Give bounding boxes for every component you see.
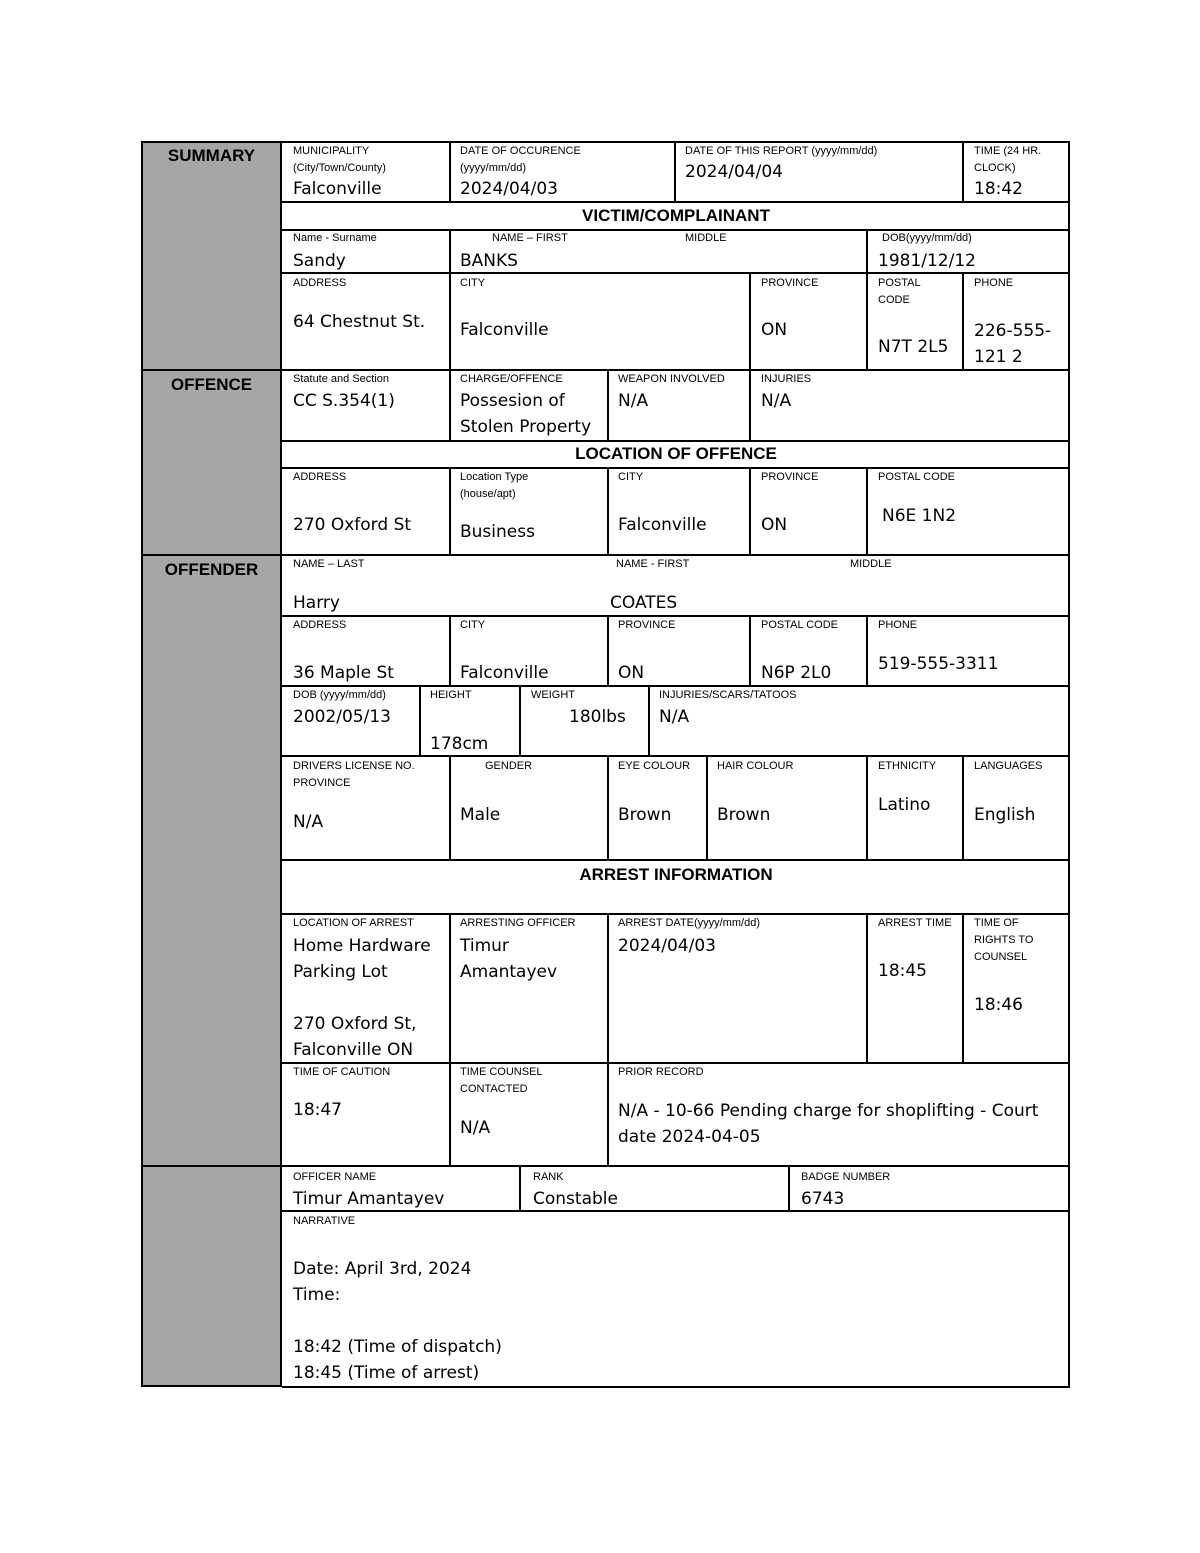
col-divider: [449, 272, 451, 369]
col-divider: [607, 615, 609, 685]
offender-postal-label: POSTAL CODE: [761, 619, 839, 631]
col-divider: [962, 755, 964, 859]
col-divider: [519, 685, 521, 755]
col-divider: [607, 1062, 609, 1165]
rank-value: Constable: [533, 1189, 618, 1209]
languages-label: LANGUAGES: [974, 760, 1043, 772]
arrest-time-value: 18:45: [878, 961, 927, 981]
injuries-label: INJURIES: [761, 373, 812, 385]
col-divider: [866, 755, 868, 859]
offender-address-label: ADDRESS: [293, 619, 347, 631]
arrest-time-label: ARREST TIME: [878, 917, 952, 929]
col-divider: [449, 369, 451, 440]
row-divider: [282, 1165, 1070, 1167]
license-label: DRIVERS LICENSE NO. PROVINCE: [293, 760, 415, 789]
col-divider: [866, 272, 868, 369]
location-address-value: 270 Oxford St: [293, 515, 412, 535]
counsel-contacted-value: N/A: [460, 1118, 491, 1138]
offender-phone-value: 519-555-3311: [878, 654, 999, 674]
offender-height-value: 178cm: [430, 734, 489, 754]
narrative-label: NARRATIVE: [293, 1215, 356, 1227]
row-divider: [282, 755, 1070, 757]
hair-colour-value: Brown: [717, 805, 771, 825]
offender-dob-label: DOB (yyyy/mm/dd): [293, 689, 386, 701]
ethnicity-label: ETHNICITY: [878, 760, 937, 772]
badge-value: 6743: [801, 1189, 845, 1209]
col-divider: [449, 755, 451, 859]
offender-weight-value: 180lbs: [569, 707, 626, 727]
col-divider: [962, 141, 964, 201]
col-divider: [749, 369, 751, 440]
offender-city-value: Falconville: [460, 663, 549, 683]
sidebar-divider: [141, 1165, 283, 1167]
arrest-heading: ARREST INFORMATION: [579, 865, 773, 884]
section-label-offender: OFFENDER: [164, 560, 259, 579]
location-province-label: PROVINCE: [761, 471, 819, 483]
victim-heading: VICTIM/COMPLAINANT: [582, 206, 770, 225]
col-divider: [866, 229, 868, 272]
injuries-value: N/A: [761, 391, 792, 411]
offender-address-value: 36 Maple St: [293, 663, 394, 683]
victim-province-value: ON: [761, 320, 788, 340]
offender-first-value: COATES: [610, 593, 678, 613]
offender-scars-label: INJURIES/SCARS/TATOOS: [659, 689, 797, 701]
offender-scars-value: N/A: [659, 707, 690, 727]
offender-dob-value: 2002/05/13: [293, 707, 391, 727]
offender-weight-label: WEIGHT: [531, 689, 575, 701]
statute-value: CC S.354(1): [293, 391, 395, 411]
gender-value: Male: [460, 805, 501, 825]
location-type-value: Business: [460, 522, 535, 542]
eye-colour-label: EYE COLOUR: [618, 760, 691, 772]
col-divider: [674, 141, 676, 201]
arrest-date-value: 2024/04/03: [618, 936, 716, 956]
col-divider: [749, 615, 751, 685]
col-divider: [607, 755, 609, 859]
weapon-value: N/A: [618, 391, 649, 411]
victim-city-label: CITY: [460, 277, 486, 289]
row-divider: [282, 859, 1070, 861]
weapon-label: WEAPON INVOLVED: [618, 373, 725, 385]
location-city-label: CITY: [618, 471, 644, 483]
officer-name-value: Timur Amantayev: [293, 1189, 445, 1209]
col-divider: [449, 615, 451, 685]
offender-first-label: NAME - FIRST: [616, 558, 690, 570]
col-divider: [607, 369, 609, 440]
languages-value: English: [974, 805, 1036, 825]
col-divider: [449, 467, 451, 554]
victim-surname-label: Name - Surname: [293, 232, 377, 244]
col-divider: [607, 467, 609, 554]
location-type-label: Location Type (house/apt): [460, 471, 529, 500]
rights-counsel-label: TIME OF RIGHTS TO COUNSEL: [974, 917, 1034, 963]
section-sidebar: [141, 141, 282, 1387]
victim-middle-label: MIDDLE: [685, 232, 727, 244]
municipality-value: Falconville: [293, 179, 382, 199]
victim-phone-value: 226-555- 121 2: [974, 321, 1052, 367]
col-divider: [449, 229, 451, 272]
victim-postal-value: N7T 2L5: [878, 337, 949, 357]
rights-counsel-value: 18:46: [974, 995, 1023, 1015]
victim-dob-value: 1981/12/12: [878, 251, 976, 271]
occurrence-date-value: 2024/04/03: [460, 179, 558, 199]
victim-city-value: Falconville: [460, 320, 549, 340]
sidebar-divider: [141, 554, 283, 556]
victim-phone-label: PHONE: [974, 277, 1014, 289]
col-divider: [962, 272, 964, 369]
counsel-contacted-label: TIME COUNSEL CONTACTED: [460, 1066, 543, 1095]
col-divider: [648, 685, 650, 755]
ethnicity-value: Latino: [878, 795, 931, 815]
license-value: N/A: [293, 812, 324, 832]
offender-phone-label: PHONE: [878, 619, 918, 631]
col-divider: [866, 615, 868, 685]
charge-label: CHARGE/OFFENCE: [460, 373, 563, 385]
offender-middle-label: MIDDLE: [850, 558, 892, 570]
offender-province-value: ON: [618, 663, 645, 683]
section-label-offence: OFFENCE: [170, 375, 253, 394]
location-postal-value: N6E 1N2: [882, 506, 957, 526]
eye-colour-value: Brown: [618, 805, 672, 825]
col-divider: [449, 913, 451, 1062]
arrest-location-value: Home Hardware Parking Lot 270 Oxford St, Falconville ON: [293, 936, 431, 1060]
location-postal-label: POSTAL CODE: [878, 471, 956, 483]
offender-city-label: CITY: [460, 619, 486, 631]
row-divider: [282, 440, 1070, 442]
location-province-value: ON: [761, 515, 788, 535]
municipality-label: MUNICIPALITY (City/Town/County): [293, 145, 386, 174]
col-divider: [449, 1062, 451, 1165]
col-divider: [962, 913, 964, 1062]
arresting-officer-value: Timur Amantayev: [460, 936, 558, 982]
victim-first-label: NAME – FIRST: [492, 232, 568, 244]
sidebar-divider: [141, 369, 283, 371]
victim-first-value: BANKS: [460, 251, 518, 271]
statute-label: Statute and Section: [293, 373, 390, 385]
location-address-label: ADDRESS: [293, 471, 347, 483]
offender-height-label: HEIGHT: [430, 689, 472, 701]
col-divider: [749, 467, 751, 554]
victim-surname-value: Sandy: [293, 251, 346, 271]
officer-name-label: OFFICER NAME: [293, 1171, 377, 1183]
offender-last-value: Harry: [293, 593, 340, 613]
occurrence-date-label: DATE OF OCCURENCE (yyyy/mm/dd): [460, 145, 581, 174]
col-divider: [706, 755, 708, 859]
victim-address-label: ADDRESS: [293, 277, 347, 289]
col-divider: [866, 913, 868, 1062]
col-divider: [419, 685, 421, 755]
prior-record-label: PRIOR RECORD: [618, 1066, 704, 1078]
rank-label: RANK: [533, 1171, 564, 1183]
arresting-officer-label: ARRESTING OFFICER: [460, 917, 576, 929]
arrest-date-label: ARREST DATE(yyyy/mm/dd): [618, 917, 760, 929]
caution-label: TIME OF CAUTION: [293, 1066, 391, 1078]
col-divider: [519, 1165, 521, 1210]
victim-postal-label: POSTAL CODE: [878, 277, 921, 306]
charge-value: Possesion of Stolen Property: [460, 391, 592, 437]
section-label-summary: SUMMARY: [167, 146, 256, 165]
narrative-text: Date: April 3rd, 2024 Time: 18:42 (Time of dispatch) 18:45 (Time of arrest): [293, 1259, 502, 1383]
gender-label: GENDER: [485, 760, 533, 772]
arrest-location-label: LOCATION OF ARREST: [293, 917, 414, 929]
offender-last-label: NAME – LAST: [293, 558, 365, 570]
hair-colour-label: HAIR COLOUR: [717, 760, 794, 772]
time-value: 18:42: [974, 179, 1023, 199]
offender-province-label: PROVINCE: [618, 619, 676, 631]
col-divider: [749, 272, 751, 369]
col-divider: [607, 913, 609, 1062]
location-heading: LOCATION OF OFFENCE: [575, 444, 777, 463]
row-divider: [282, 201, 1070, 203]
report-date-value: 2024/04/04: [685, 162, 783, 182]
offender-postal-value: N6P 2L0: [761, 663, 832, 683]
victim-dob-label: DOB(yyyy/mm/dd): [882, 232, 972, 244]
victim-address-value: 64 Chestnut St.: [293, 312, 426, 332]
report-date-label: DATE OF THIS REPORT (yyyy/mm/dd): [685, 145, 878, 157]
col-divider: [866, 467, 868, 554]
prior-record-value: N/A - 10-66 Pending charge for shoplifting - Court date 2024-04-05: [618, 1101, 1039, 1147]
col-divider: [788, 1165, 790, 1210]
col-divider: [449, 141, 451, 201]
caution-value: 18:47: [293, 1100, 342, 1120]
time-label: TIME (24 HR. CLOCK): [974, 145, 1042, 174]
badge-label: BADGE NUMBER: [801, 1171, 891, 1183]
victim-province-label: PROVINCE: [761, 277, 819, 289]
location-city-value: Falconville: [618, 515, 707, 535]
